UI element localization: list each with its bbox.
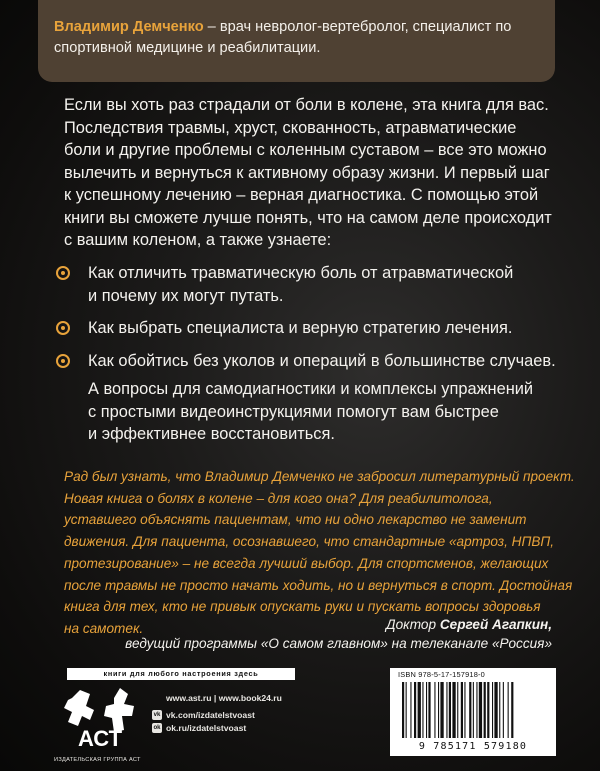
- barcode-bar: [508, 682, 509, 738]
- barcode-digits: 9 785171 579180: [418, 741, 528, 752]
- barcode-bar: [476, 682, 477, 738]
- barcode-bar: [434, 682, 435, 738]
- bullet-item: [52, 350, 556, 373]
- barcode-bar: [492, 682, 493, 738]
- author-line-1: [54, 17, 539, 38]
- vk-link-text: vk.com/izdatelstvoast: [166, 710, 255, 720]
- barcode-bar: [452, 682, 455, 738]
- slogan-banner: книги для любого настроения здесь: [67, 668, 295, 680]
- isbn-text: ISBN 978-5-17-157918-0: [398, 670, 485, 679]
- ok-link-text: ok.ru/izdatelstvoast: [166, 723, 247, 733]
- barcode-bar: [418, 682, 421, 738]
- barcode-bar: [469, 682, 471, 738]
- outro-line: с простыми видеоинструкциями помогут вам быстрее: [88, 402, 499, 421]
- circle-bullet-icon: [56, 354, 70, 368]
- barcode-bar: [511, 682, 513, 738]
- barcode-bar: [449, 682, 451, 738]
- quote-line: Новая книга о болях в колене – для кого она? Для реабилитолога,: [64, 490, 493, 506]
- vk-icon: vk: [153, 712, 161, 718]
- websites-link[interactable]: www.ast.ru | www.book24.ru: [166, 693, 282, 703]
- quote-line: уставшего объяснять пациентам, что ни одно лекарство не заменит: [64, 512, 527, 528]
- review-quote: [64, 466, 576, 640]
- barcode-bar: [457, 682, 458, 738]
- barcode-bar: [422, 682, 423, 738]
- logo-text: АСТ: [77, 726, 123, 751]
- quote-line: на самотек.: [64, 620, 144, 636]
- author-line-2: спортивной медицине и реабилитации.: [54, 40, 321, 56]
- barcode-bar: [410, 682, 411, 738]
- signature-role: ведущий программы «О самом главном» на телеканале «Россия»: [125, 636, 552, 651]
- author-description: – врач невролог-вертебролог, специалист по: [203, 19, 512, 35]
- outro-paragraph: [88, 378, 568, 446]
- quote-line: протезирование» – не всегда лучший выбор. Для спортсменов, желающих: [64, 555, 549, 571]
- bullet-text: Как выбрать специалиста и верную стратегию лечения.: [88, 319, 513, 337]
- circle-bullet-icon: [56, 266, 70, 280]
- signature-name: Сергей Агапкин,: [439, 617, 552, 632]
- outro-line: А вопросы для самодиагностики и комплексы упражнений: [88, 380, 534, 398]
- barcode-bar: [461, 682, 463, 738]
- outro-line: и эффективнее восстановиться.: [88, 425, 335, 443]
- author-name: Владимир Демченко: [54, 19, 204, 35]
- quote-line: движения. Для пациента, осознавшего, что стандартные «артроз, НПВП,: [64, 534, 555, 550]
- barcode-bar: [402, 682, 404, 738]
- intro-line: Последствия травмы, хруст, скованность, атравматические: [64, 118, 517, 137]
- intro-paragraph: [64, 94, 564, 252]
- barcode-bar: [414, 682, 416, 738]
- quote-line: книга для тех, кто не привык опускать руки и пускать вопросы здоровья: [64, 599, 541, 615]
- barcode-bar: [487, 682, 489, 738]
- barcode: [394, 682, 552, 740]
- bullet-item: [52, 317, 512, 340]
- publisher-caption: ИЗДАТЕЛЬСКАЯ ГРУППА АСТ: [54, 757, 141, 763]
- vk-link[interactable]: [152, 710, 255, 720]
- bullet-text: и почему их могут путать.: [88, 286, 284, 305]
- bullet-text: Как отличить травматическую боль от атравматической: [88, 264, 514, 282]
- barcode-bar: [438, 682, 439, 738]
- intro-line: книги вы сможете лучше понять, что на самом деле происходит: [64, 208, 552, 227]
- author-box: [38, 0, 555, 82]
- intro-line: с вашим коленом, а также узнаете:: [64, 231, 332, 249]
- bullet-item: [52, 262, 513, 307]
- barcode-bar: [446, 682, 447, 738]
- barcode-bar: [428, 682, 430, 738]
- barcode-bar: [406, 682, 407, 738]
- barcode-bar: [426, 682, 427, 738]
- ok-link[interactable]: [152, 723, 246, 733]
- bullet-text: Как обойтись без уколов и операций в большинстве случаев.: [88, 352, 556, 370]
- intro-line: к успешному лечению – верная диагностика. С помощью этой: [64, 186, 539, 204]
- intro-line: боли и другие проблемы с коленным суставом – все это можно: [64, 141, 547, 159]
- ok-icon: ok: [153, 725, 161, 731]
- barcode-bar: [479, 682, 482, 738]
- barcode-bar: [464, 682, 465, 738]
- quote-line: Рад был узнать, что Владимир Демченко не забросил литературный проект.: [64, 469, 575, 484]
- intro-line: Если вы хоть раз страдали от боли в колене, эта книга для вас.: [64, 96, 549, 114]
- barcode-bar: [484, 682, 486, 738]
- barcode-bar: [499, 682, 500, 738]
- circle-bullet-icon: [56, 321, 70, 335]
- publisher-logo: [60, 686, 140, 754]
- barcode-bar: [503, 682, 504, 738]
- barcode-bar: [473, 682, 474, 738]
- barcode-bar: [494, 682, 497, 738]
- signature-prefix: Доктор: [386, 617, 440, 632]
- quote-line: после травмы не просто начать ходить, но и вернуться в спорт. Достойная: [64, 577, 573, 593]
- barcode-box: [390, 668, 556, 756]
- barcode-bar: [440, 682, 443, 738]
- intro-line: вылечить и вернуться к активному образу жизни. И первый шаг: [64, 163, 550, 182]
- quote-signature: [386, 615, 552, 635]
